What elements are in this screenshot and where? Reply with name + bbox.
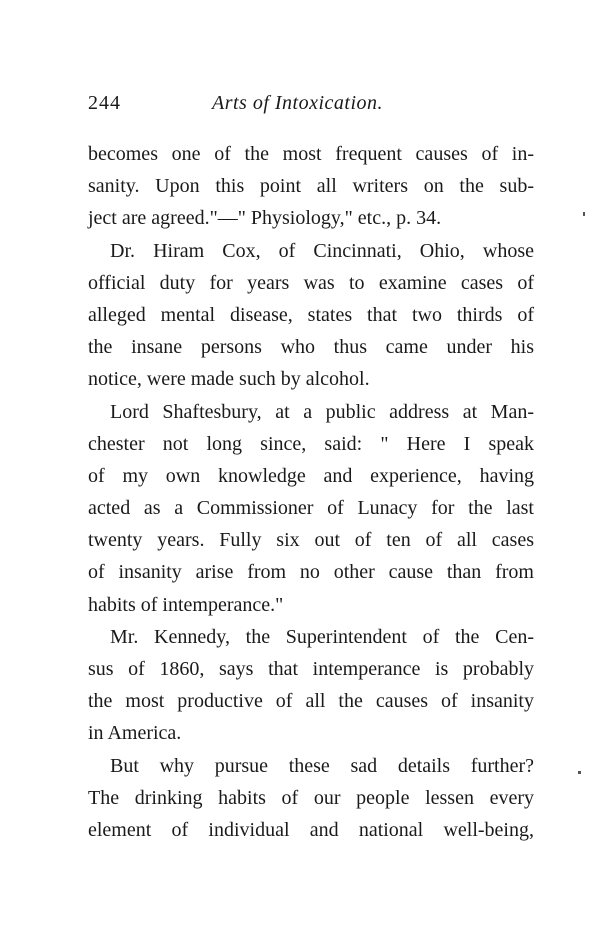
text-line: the insane persons who thus came under his xyxy=(88,336,534,359)
text-line: Lord Shaftesbury, at a public address at Man- xyxy=(110,400,534,423)
text-line: Dr. Hiram Cox, of Cincinnati, Ohio, whose xyxy=(110,239,534,262)
scan-speck xyxy=(583,212,585,216)
text-line: The drinking habits of our people lessen every xyxy=(88,786,534,809)
text-line: notice, were made such by alcohol. xyxy=(88,368,370,391)
running-title: Arts of Intoxication. xyxy=(212,92,384,114)
text-line: ject are agreed."—" Physiology," etc., p. 34. xyxy=(88,207,442,230)
text-line: the most productive of all the causes of insanity xyxy=(88,690,534,713)
text-line: alleged mental disease, states that two thirds of xyxy=(88,303,534,326)
text-line: habits of intemperance." xyxy=(88,593,284,616)
scan-speck xyxy=(578,771,581,774)
page-number: 244 xyxy=(88,92,121,114)
body-text xyxy=(88,138,534,846)
text-line: chester not long since, said: " Here I speak xyxy=(88,432,534,455)
text-line: of my own knowledge and experience, having xyxy=(88,464,534,487)
text-line: acted as a Commissioner of Lunacy for the last xyxy=(88,497,534,520)
text-line: official duty for years was to examine cases of xyxy=(88,271,534,294)
text-line: of insanity arise from no other cause than from xyxy=(88,561,534,584)
page-header xyxy=(88,92,538,126)
text-line: becomes one of the most frequent causes of in- xyxy=(88,143,534,165)
text-line: element of individual and national well-being, xyxy=(88,818,534,841)
text-line: sanity. Upon this point all writers on the sub- xyxy=(88,175,534,198)
text-line: sus of 1860, says that intemperance is probably xyxy=(88,658,534,680)
text-line: But why pursue these sad details further? xyxy=(110,754,534,777)
text-line: twenty years. Fully six out of ten of all cases xyxy=(88,529,534,552)
text-line: in America. xyxy=(88,722,182,745)
text-line: Mr. Kennedy, the Superintendent of the Cen- xyxy=(110,625,534,648)
